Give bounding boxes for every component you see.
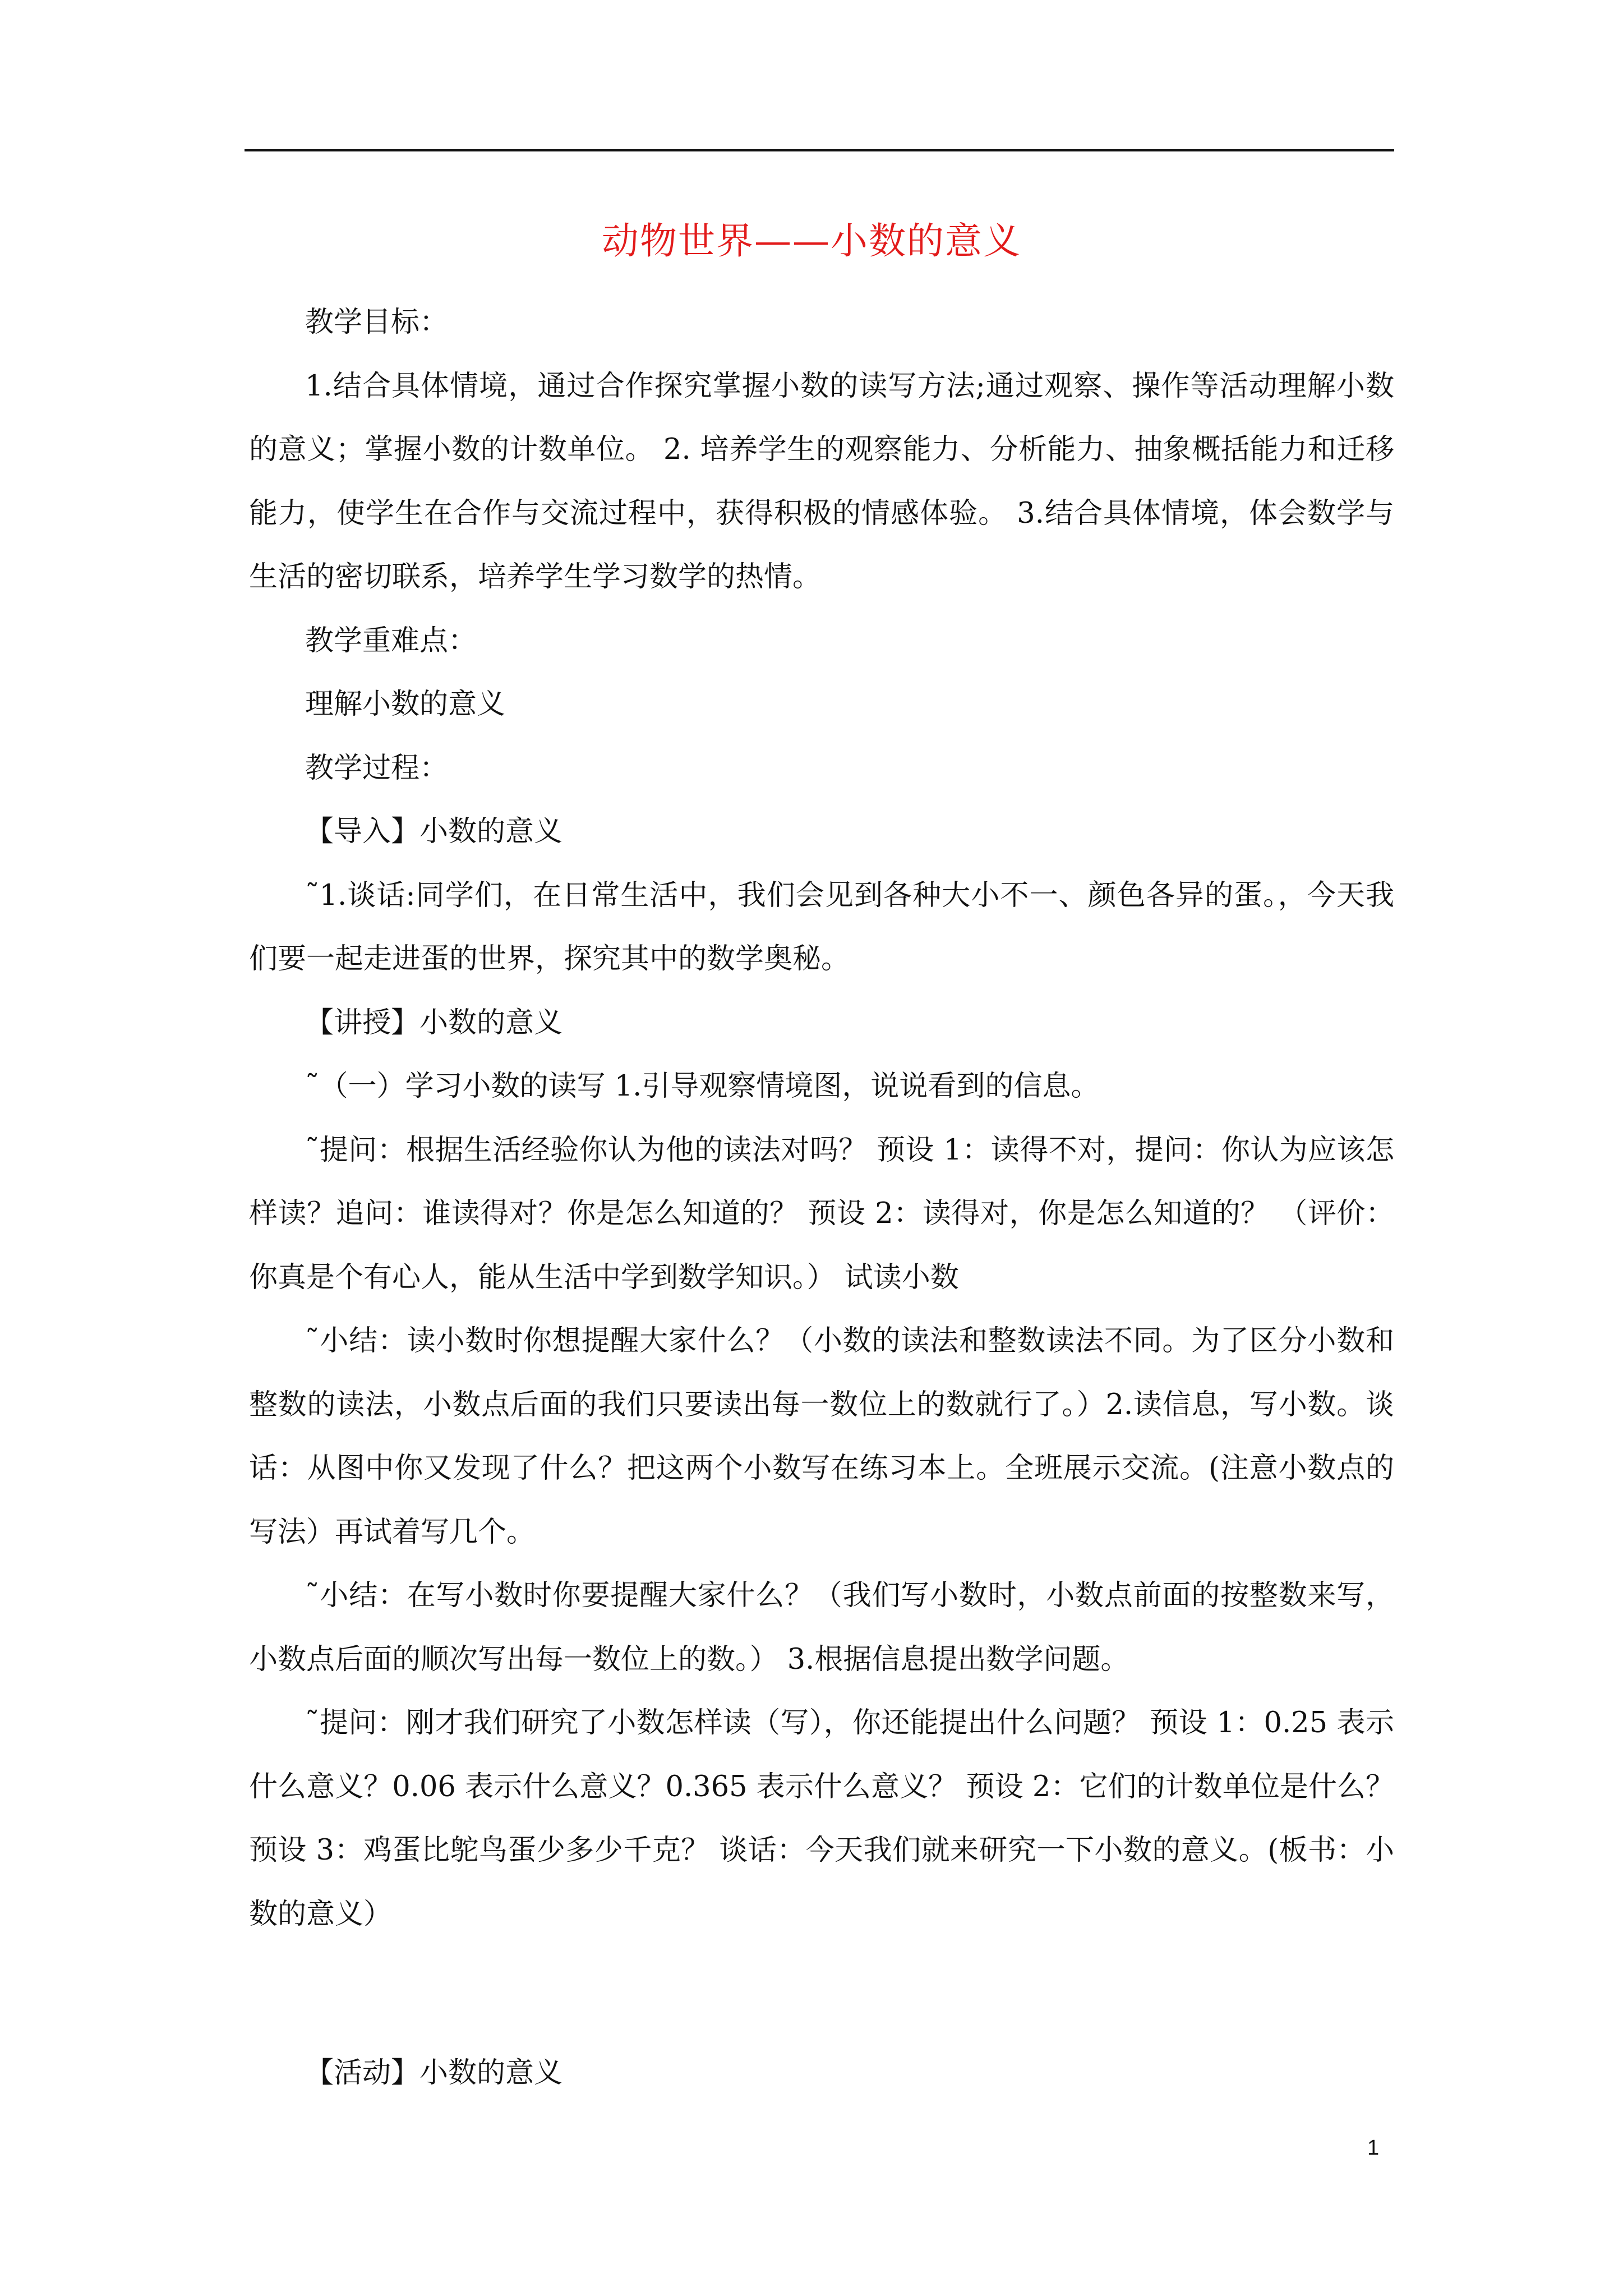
paragraph-reading-writing: ˜（一）学习小数的读写 1.引导观察情境图，说说看到的信息。 [305, 1070, 1100, 1103]
paragraph-question-2: ˜提问：刚才我们研究了小数怎样读（写），你还能提出什么问题？ 预设 1：0.25 表示什么意义？0.06 表示什么意义？0.365 表示什么意义？ 预设 2：它们的计数单位是什么？预设 3：鸡蛋比鸵鸟蛋少多少千克？ 谈话：今天我们就来研究一下小数的意义。(板书：小数的意义） [249, 1706, 1394, 1931]
page-number: 1 [1367, 2136, 1380, 2160]
paragraph-lecture-heading: 【讲授】小数的意义 [305, 1006, 563, 1039]
paragraph-activity-heading: 【活动】小数的意义 [305, 2056, 563, 2090]
paragraph-key-points: 理解小数的意义 [305, 688, 506, 721]
paragraph-question-1: ˜提问：根据生活经验你认为他的读法对吗？ 预设 1：读得不对，提问：你认为应该怎样读？追问：谁读得对？你是怎么知道的？ 预设 2：读得对，你是怎么知道的？ （评价：你真是个有心人，能从生活中学到数学知识。） 试读小数 [249, 1133, 1394, 1294]
paragraph-teaching-goals: 1.结合具体情境，通过合作探究掌握小数的读写方法;通过观察、操作等活动理解小数的意义；掌握小数的计数单位。 2. 培养学生的观察能力、分析能力、抽象概括能力和迁移能力，使学生在合作与交流过程中，获得积极的情感体验。 3.结合具体情境，体会数学与生活的密切联系，培养学生学习数学的热情。 [249, 369, 1394, 593]
document-title: 动物世界——小数的意义 [602, 219, 1021, 263]
paragraph-summary-1: ˜小结：读小数时你想提醒大家什么？（小数的读法和整数读法不同。为了区分小数和整数的读法，小数点后面的我们只要读出每一数位上的数就行了。）2.读信息，写小数。谈话：从图中你又发现了什么？把这两个小数写在练习本上。全班展示交流。(注意小数点的写法）再试着写几个。 [249, 1324, 1394, 1549]
paragraph-summary-2: ˜小结：在写小数时你要提醒大家什么？（我们写小数时，小数点前面的按整数来写，小数点后面的顺次写出每一数位上的数。） 3.根据信息提出数学问题。 [249, 1579, 1394, 1676]
document-body [249, 291, 1394, 2105]
paragraph-key-points-heading: 教学重难点： [305, 624, 477, 657]
header-rule [245, 149, 1394, 151]
paragraph-intro-heading: 【导入】小数的意义 [305, 815, 563, 848]
paragraph-teaching-goals-heading: 教学目标： [305, 306, 449, 339]
paragraph-process-heading: 教学过程： [305, 751, 449, 785]
paragraph-intro: ˜1.谈话:同学们，在日常生活中，我们会见到各种大小不一、颜色各异的蛋。，今天我们要一起走进蛋的世界，探究其中的数学奥秘。 [249, 878, 1394, 976]
section-spacer [249, 1946, 1394, 2041]
